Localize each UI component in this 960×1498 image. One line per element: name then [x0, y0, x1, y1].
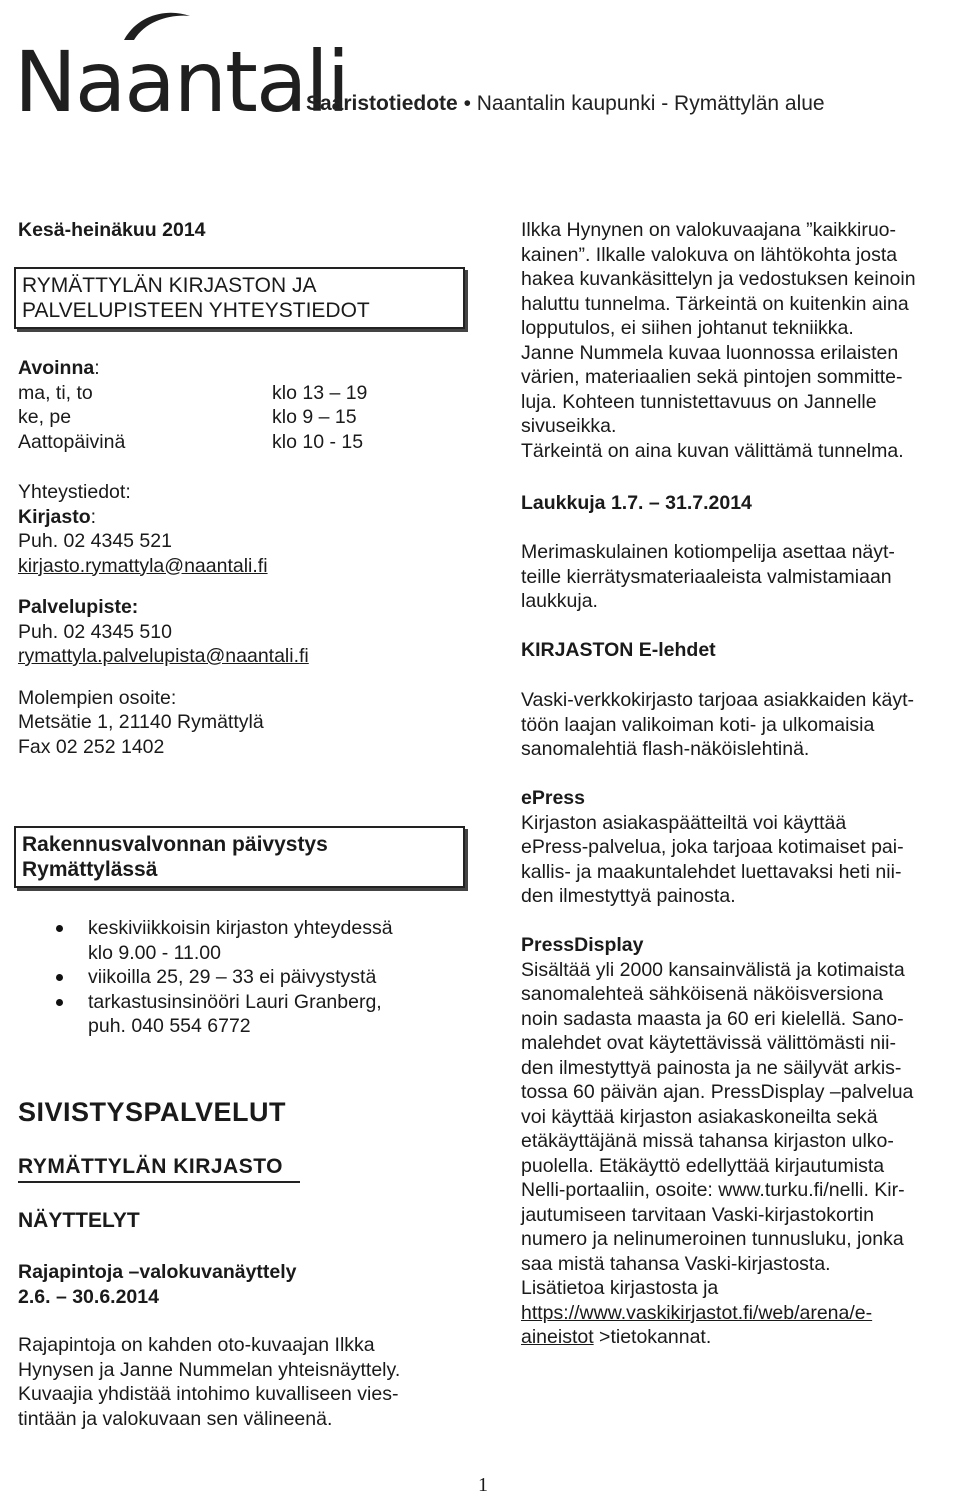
- text-line: Lisätietoa kirjastosta ja: [521, 1277, 719, 1299]
- bullet-text-cont: klo 9.00 - 11.00: [88, 941, 221, 964]
- link-tail-text: >tietokannat.: [593, 1326, 712, 1348]
- photographer-intro: [521, 218, 949, 463]
- library-email-link[interactable]: kirjasto.rymattyla@naantali.fi: [18, 554, 268, 577]
- text-line: den ilmestyttyä painosta.: [521, 885, 736, 907]
- service-phone: Puh. 02 4345 510: [18, 620, 172, 643]
- bullet-icon: [56, 999, 63, 1006]
- building-control-box: [14, 826, 465, 888]
- bullet-text: keskiviikkoisin kirjaston yhteydessä: [88, 917, 393, 939]
- text-line: voi käyttää kirjaston asiakaskoneilta sekä: [521, 1105, 878, 1128]
- hours-row: [18, 381, 468, 406]
- library-label: Kirjasto: [18, 505, 91, 528]
- hours-row: [18, 405, 468, 430]
- bullet-text: tarkastusinsinööri Lauri Granberg,: [88, 990, 382, 1013]
- contact-label: Yhteystiedot:: [18, 481, 131, 503]
- text-line: sivuseikka.: [521, 415, 617, 437]
- bags-title: Laukkuja 1.7. – 31.7.2014: [521, 492, 752, 514]
- text-line: Merimaskulainen kotiompelija asettaa näyt-: [521, 541, 895, 563]
- text-line: värien, materiaalien sekä pintojen sommitte-: [521, 366, 903, 388]
- subtitle-rest: Naantalin kaupunki - Rymättylän alue: [476, 92, 825, 115]
- exhibit-title: Rajapintoja –valokuvanäyttely: [18, 1261, 297, 1283]
- bullet-icon: [56, 974, 63, 981]
- opening-hours: [18, 356, 468, 454]
- contact-box-line2: PALVELUPISTEEN YHTEYSTIEDOT: [22, 299, 370, 322]
- text-line: tossa 60 päivän ajan. PressDisplay –palvelua: [521, 1081, 914, 1103]
- text-line: laukkuja.: [521, 590, 598, 612]
- text-line: Kuvaajia yhdistää intohimo kuvalliseen vies-: [18, 1383, 399, 1405]
- text-line: Nelli-portaaliin, osoite: www.turku.fi/nelli. Kir-: [521, 1179, 905, 1201]
- building-control-line1: Rakennusvalvonnan päivystys: [22, 833, 328, 856]
- epress-title: ePress: [521, 787, 585, 809]
- contact-box: [14, 267, 465, 329]
- address: Metsätie 1, 21140 Rymättylä: [18, 711, 264, 733]
- text-line: Janne Nummela kuvaa luonnossa erilaisten: [521, 341, 899, 364]
- text-line: malehdet ovat käytettävissä välittömästi nii-: [521, 1032, 896, 1054]
- exhibit-dates: 2.6. – 30.6.2014: [18, 1285, 159, 1308]
- exhibitions-heading: NÄYTTELYT: [18, 1209, 140, 1232]
- fax: Fax 02 252 1402: [18, 735, 165, 758]
- pressdisplay-title: PressDisplay: [521, 934, 644, 956]
- text-line: luja. Kohteen tunnistettavuus on Jannelle: [521, 390, 877, 413]
- vaskikirjastot-link[interactable]: https://www.vaskikirjastot.fi/web/arena/e-: [521, 1301, 873, 1324]
- bullet-text-cont: puh. 040 554 6772: [88, 1015, 251, 1037]
- text-line: Kirjaston asiakaspäätteiltä voi käyttää: [521, 811, 847, 834]
- text-line: numero ja nelinumeroinen tunnusluku, jonka: [521, 1228, 904, 1250]
- text-line: tintään ja valokuvaan sen välineenä.: [18, 1407, 333, 1430]
- naantali-logo: Naantali: [14, 33, 349, 131]
- list-item: [18, 990, 468, 1039]
- list-item: [18, 916, 468, 965]
- bullet-text: viikoilla 25, 29 – 33 ei päivystystä: [88, 966, 377, 988]
- text-line: ePress-palvelua, joka tarjoaa kotimaiset pai-: [521, 836, 904, 858]
- page-number: 1: [478, 1474, 488, 1496]
- subtitle-bold: Saaristotiedote: [306, 92, 458, 115]
- text-line: haluttu tunnelma. Tärkeintä on kuitenkin aina: [521, 292, 909, 315]
- text-line: saa mistä tahansa Vaski-kirjastosta.: [521, 1252, 831, 1275]
- sivistys-heading: SIVISTYSPALVELUT: [18, 1097, 287, 1127]
- vaskikirjastot-link-cont[interactable]: aineistot: [521, 1326, 594, 1348]
- epress-section: [521, 786, 949, 909]
- text-line: Tärkeintä on aina kuvan välittämä tunnelma.: [521, 439, 904, 462]
- text-line: den ilmestyttyä painosta ja ne säilyvät arkis-: [521, 1056, 902, 1079]
- text-line: Vaski-verkkokirjasto tarjoaa asiakkaiden käyt-: [521, 689, 915, 711]
- contact-box-line1: RYMÄTTYLÄN KIRJASTON JA: [22, 274, 317, 297]
- hours-days: ma, ti, to: [18, 381, 93, 404]
- hours-row: [18, 430, 468, 455]
- bullet-icon: [56, 925, 63, 932]
- hours-time: klo 10 - 15: [272, 430, 364, 453]
- text-line: jautumiseen tarvitaan Vaski-kirjastokortin: [521, 1203, 874, 1226]
- pressdisplay-section: [521, 933, 949, 1350]
- text-line: kainen”. Ilkalle valokuva on lähtökohta josta: [521, 243, 898, 266]
- library-phone: Puh. 02 4345 521: [18, 530, 172, 552]
- text-line: Sisältää yli 2000 kansainvälistä ja kotimaista: [521, 958, 905, 981]
- text-line: Rajapintoja on kahden oto-kuvaajan Ilkka: [18, 1334, 375, 1356]
- bags-text: [521, 540, 949, 614]
- e-papers-title: KIRJASTON E-lehdet: [521, 639, 716, 661]
- header-subtitle: [306, 92, 825, 116]
- building-control-line2: Rymättylässä: [22, 858, 158, 881]
- open-colon: :: [94, 357, 100, 379]
- contact-info: [18, 480, 468, 759]
- list-item: [18, 965, 468, 990]
- bullet-separator: •: [463, 92, 477, 115]
- hours-days: Aattopäivinä: [18, 430, 126, 453]
- library-colon: :: [90, 505, 97, 528]
- text-line: kallis- ja maakuntalehdet luettavaksi heti nii-: [521, 860, 902, 883]
- text-line: puolella. Etäkäyttö edellyttää kirjautumista: [521, 1154, 885, 1177]
- e-papers-text: [521, 688, 949, 762]
- hours-days: ke, pe: [18, 406, 72, 428]
- exhibit-description: [18, 1333, 468, 1431]
- text-line: teille kierrätysmateriaaleista valmistamiaan: [521, 565, 892, 588]
- open-label: Avoinna: [18, 357, 95, 379]
- library-heading: RYMÄTTYLÄN KIRJASTO: [18, 1155, 300, 1183]
- hours-time: klo 9 – 15: [272, 406, 357, 428]
- hours-time: klo 13 – 19: [272, 381, 368, 404]
- text-line: Ilkka Hynynen on valokuvaajana ”kaikkiruo-: [521, 219, 897, 241]
- text-line: sanomalehtiä flash-näköislehtinä.: [521, 738, 810, 760]
- issue-date: Kesä-heinäkuu 2014: [18, 219, 206, 241]
- text-line: töön laajan valikoiman koti- ja ulkomaisia: [521, 713, 875, 736]
- building-control-list: [18, 916, 468, 1039]
- service-email-link[interactable]: rymattyla.palvelupista@naantali.fi: [18, 645, 309, 667]
- text-line: Hynysen ja Janne Nummelan yhteisnäyttely.: [18, 1358, 401, 1381]
- text-line: lopputulos, ei siihen johtanut tekniikka.: [521, 317, 854, 339]
- service-label: Palvelupiste:: [18, 596, 139, 618]
- text-line: etäkäyttäjänä missä tahansa kirjaston ulko-: [521, 1130, 894, 1152]
- address-label: Molempien osoite:: [18, 686, 177, 709]
- exhibit-header: [18, 1260, 468, 1309]
- text-line: noin sadasta maasta ja 60 eri kielellä. Sano-: [521, 1007, 904, 1030]
- text-line: sanomalehteä sähköisenä näköisversiona: [521, 983, 884, 1005]
- text-line: hakea kuvankäsittelyn ja vedostuksen keinoin: [521, 268, 916, 290]
